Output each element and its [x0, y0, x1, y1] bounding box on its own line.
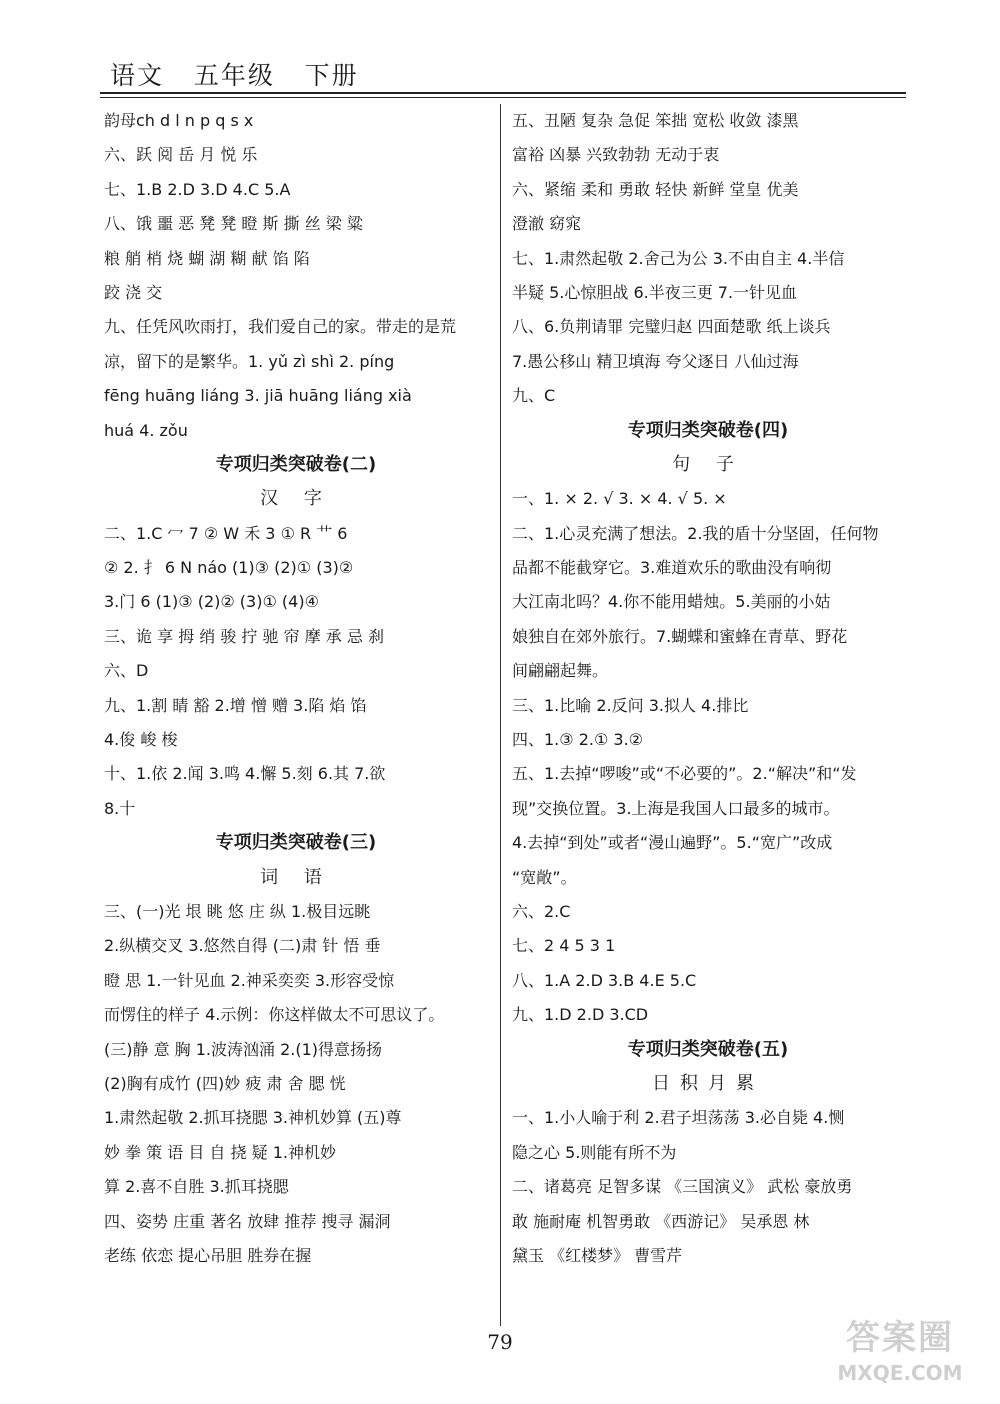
column-divider	[500, 104, 501, 1326]
answer-line: fēng huāng liáng 3. jiā huāng liáng xià	[104, 386, 412, 406]
answer-line: 品都不能截穿它。3.难道欢乐的歌曲没有响彻	[512, 558, 832, 578]
answer-line: 4.俊 峻 梭	[104, 730, 178, 750]
answer-line: 敢 施耐庵 机智勇敢 《西游记》 吴承恩 林	[512, 1211, 810, 1231]
answer-line: 富裕 凶暴 兴致勃勃 无动于衷	[512, 145, 720, 165]
answer-line: 九、C	[512, 386, 556, 406]
answer-line: 跤 浇 交	[104, 282, 163, 302]
answer-line: 六、紧缩 柔和 勇敢 轻快 新鲜 堂皇 优美	[512, 179, 799, 199]
answer-line: 六、2.C	[512, 901, 571, 921]
answer-line: 8.十	[104, 798, 136, 818]
answer-line: 六、跃 阅 岳 月 悦 乐	[104, 145, 258, 165]
header-rule-thick	[100, 92, 906, 94]
answer-line: 3.门 6 (1)③ (2)② (3)① (4)④	[104, 592, 319, 612]
watermark-url: MXQE.COM	[837, 1361, 963, 1385]
answer-line: 一、1. × 2. √ 3. × 4. √ 5. ×	[512, 489, 727, 509]
answer-line: 二、1.心灵充满了想法。2.我的盾十分坚固，任何物	[512, 523, 879, 543]
answer-line: 一、1.小人喻于利 2.君子坦荡荡 3.必自毙 4.恻	[512, 1108, 845, 1128]
section-title: 专项归类突破卷(三)	[215, 832, 377, 854]
answer-line: (2)胸有成竹 (四)妙 疲 肃 舍 腮 恍	[104, 1073, 346, 1093]
answer-line: 八、1.A 2.D 3.B 4.E 5.C	[512, 970, 697, 990]
section-subtitle: 日积月累	[652, 1072, 764, 1094]
answer-line: 九、任凭风吹雨打，我们爱自己的家。带走的是荒	[104, 317, 457, 337]
answer-line: 娘独自在郊外旅行。7.蝴蝶和蜜蜂在青草、野花	[512, 626, 848, 646]
answer-line: 大江南北吗？4.你不能用蜡烛。5.美丽的小姑	[512, 592, 831, 612]
answer-line: 2.纵横交叉 3.悠然自得 (二)肃 针 悟 垂	[104, 936, 381, 956]
answer-line: “宽敞”。	[512, 867, 577, 887]
answer-line: 八、饿 噩 恶 凳 凳 瞪 斯 撕 丝 梁 粱	[104, 214, 363, 234]
answer-line: 韵母ch d l n p q s x	[104, 111, 254, 130]
answer-line: 三、1.比喻 2.反问 3.拟人 4.排比	[512, 695, 749, 715]
answer-line: 六、D	[104, 661, 149, 681]
answer-line: 老练 依恋 提心吊胆 胜券在握	[104, 1245, 312, 1265]
answer-line: 7.愚公移山 精卫填海 夸父逐日 八仙过海	[512, 351, 799, 371]
answer-line: (三)静 意 胸 1.波涛汹涌 2.(1)得意扬扬	[104, 1039, 383, 1059]
section-title: 专项归类突破卷(二)	[215, 453, 377, 475]
answer-line: 间翩翩起舞。	[512, 661, 609, 681]
answer-line: 九、1.D 2.D 3.CD	[512, 1005, 649, 1025]
answer-line: 现”交换位置。3.上海是我国人口最多的城市。	[512, 798, 840, 818]
answer-line: 瞪 思 1.一针见血 2.神采奕奕 3.形容受惊	[104, 970, 395, 990]
answer-line: 三、(一)光 垠 眺 悠 庄 纵 1.极目远眺	[104, 901, 371, 921]
answer-line: 七、1.B 2.D 3.D 4.C 5.A	[104, 179, 291, 199]
answer-line: 隐之心 5.则能有所不为	[512, 1142, 677, 1162]
answer-line: huá 4. zǒu	[104, 420, 188, 440]
answer-line: 凉，留下的是繁华。1. yǔ zì shì 2. píng	[104, 351, 395, 371]
answer-line: 七、2 4 5 3 1	[512, 936, 616, 956]
section-subtitle: 汉 字	[260, 488, 332, 510]
book-header: 语文 五年级 下册	[110, 61, 359, 90]
answer-line: 五、丑陋 复杂 急促 笨拙 宽松 收敛 漆黑	[512, 111, 799, 130]
answer-line: 粮 艄 梢 烧 蝴 湖 糊 献 馅 陷	[104, 248, 310, 268]
section-title: 专项归类突破卷(四)	[627, 419, 789, 441]
answer-line: 澄澈 窈窕	[512, 214, 582, 234]
answer-line: 五、1.去掉“啰唆”或“不必要的”。2.“解决”和“发	[512, 764, 857, 784]
answer-line: 4.去掉“到处”或者“漫山遍野”。5.“宽广”改成	[512, 833, 833, 853]
answer-line: 九、1.割 睛 豁 2.增 憎 赠 3.陷 焰 馅	[104, 695, 367, 715]
answer-line: 而愣住的样子 4.示例：你这样做太不可思议了。	[104, 1005, 445, 1025]
left-column	[104, 104, 488, 1273]
answer-line: 八、6.负荆请罪 完璧归赵 四面楚歌 纸上谈兵	[512, 317, 831, 337]
answer-line: 二、1.C 冖 7 ② W 禾 3 ① R 艹 6	[104, 523, 348, 543]
header-rule-thin	[100, 97, 906, 98]
answer-line: 二、诸葛亮 足智多谋 《三国演义》 武松 豪放勇	[512, 1177, 853, 1197]
answer-line: 妙 拳 策 语 目 自 挠 疑 1.神机妙	[104, 1142, 336, 1162]
section-subtitle: 句 子	[672, 453, 744, 475]
page-number: 79	[487, 1330, 513, 1354]
watermark-logo-text: 答案圈	[846, 1318, 954, 1358]
answer-line: 黛玉 《红楼梦》 曹雪芹	[512, 1245, 683, 1265]
answer-line: 算 2.喜不自胜 3.抓耳挠腮	[104, 1177, 289, 1197]
answer-line: 1.肃然起敬 2.抓耳挠腮 3.神机妙算 (五)尊	[104, 1108, 402, 1128]
answer-line: 半疑 5.心惊胆战 6.半夜三更 7.一针见血	[512, 282, 798, 302]
answer-line: 十、1.依 2.闻 3.鸣 4.懈 5.刻 6.其 7.欲	[104, 764, 386, 784]
section-title: 专项归类突破卷(五)	[627, 1038, 789, 1060]
section-subtitle: 词 语	[260, 866, 332, 888]
answer-line: 三、诡 享 拇 绡 骏 拧 驰 帘 摩 承 忌 刹	[104, 626, 384, 646]
right-column	[512, 104, 904, 1273]
answer-line: 七、1.肃然起敬 2.舍己为公 3.不由自主 4.半信	[512, 248, 845, 268]
site-watermark	[812, 1316, 988, 1396]
answer-line: 四、1.③ 2.① 3.②	[512, 730, 644, 750]
answer-line: 四、姿势 庄重 著名 放肆 推荐 搜寻 漏洞	[104, 1211, 391, 1231]
answer-line: ② 2. 扌 6 N náo (1)③ (2)① (3)②	[104, 558, 354, 578]
